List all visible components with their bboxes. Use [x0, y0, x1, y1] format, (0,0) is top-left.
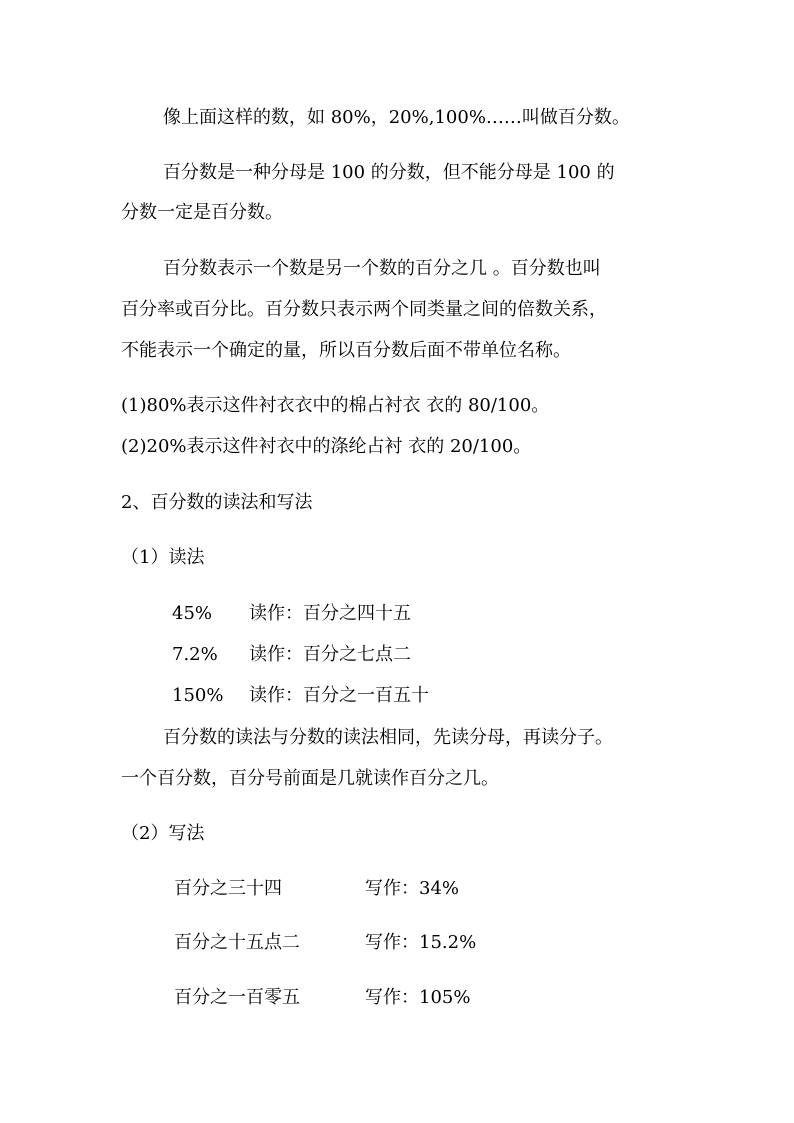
reading-text-1: 读作：百分之四十五 [249, 603, 411, 624]
reading-rule-line1: 百分数的读法与分数的读法相同，先读分母，再读分子。 [163, 727, 613, 748]
writing-word-1: 百分之三十四 [174, 878, 282, 899]
reading-number-2: 7.2% [172, 644, 218, 665]
reading-rule-line2: 一个百分数，百分号前面是几就读作百分之几。 [121, 768, 499, 789]
reading-text-3: 读作：百分之一百五十 [249, 685, 429, 706]
writing-word-3: 百分之一百零五 [174, 987, 300, 1008]
paragraph-percent-definition: 像上面这样的数，如 80%，20%,100%……叫做百分数。 [163, 107, 630, 128]
paragraph-fraction-relation-line1: 百分数是一种分母是 100 的分数，但不能分母是 100 的 [163, 162, 615, 183]
paragraph-meaning-line3: 不能表示一个确定的量，所以百分数后面不带单位名称。 [121, 340, 571, 361]
subheading-writing: （2）写法 [121, 823, 205, 844]
section-heading-reading-writing: 2、百分数的读法和写法 [121, 492, 313, 513]
subheading-reading: （1）读法 [121, 547, 205, 568]
writing-text-2: 写作：15.2% [365, 932, 477, 953]
example-cotton: (1)80%表示这件衬衣衣中的棉占衬衣 衣的 80/100。 [121, 395, 550, 416]
reading-number-3: 150% [172, 685, 224, 706]
example-polyester: (2)20%表示这件衬衣中的涤纶占衬 衣的 20/100。 [121, 436, 532, 457]
paragraph-fraction-relation-line2: 分数一定是百分数。 [121, 202, 283, 223]
paragraph-meaning-line1: 百分数表示一个数是另一个数的百分之几 。百分数也叫 [163, 258, 601, 279]
reading-text-2: 读作：百分之七点二 [249, 644, 411, 665]
reading-number-1: 45% [172, 603, 213, 624]
writing-word-2: 百分之十五点二 [174, 932, 300, 953]
writing-text-3: 写作：105% [365, 987, 471, 1008]
writing-text-1: 写作：34% [365, 878, 460, 899]
paragraph-meaning-line2: 百分率或百分比。百分数只表示两个同类量之间的倍数关系， [121, 299, 607, 320]
